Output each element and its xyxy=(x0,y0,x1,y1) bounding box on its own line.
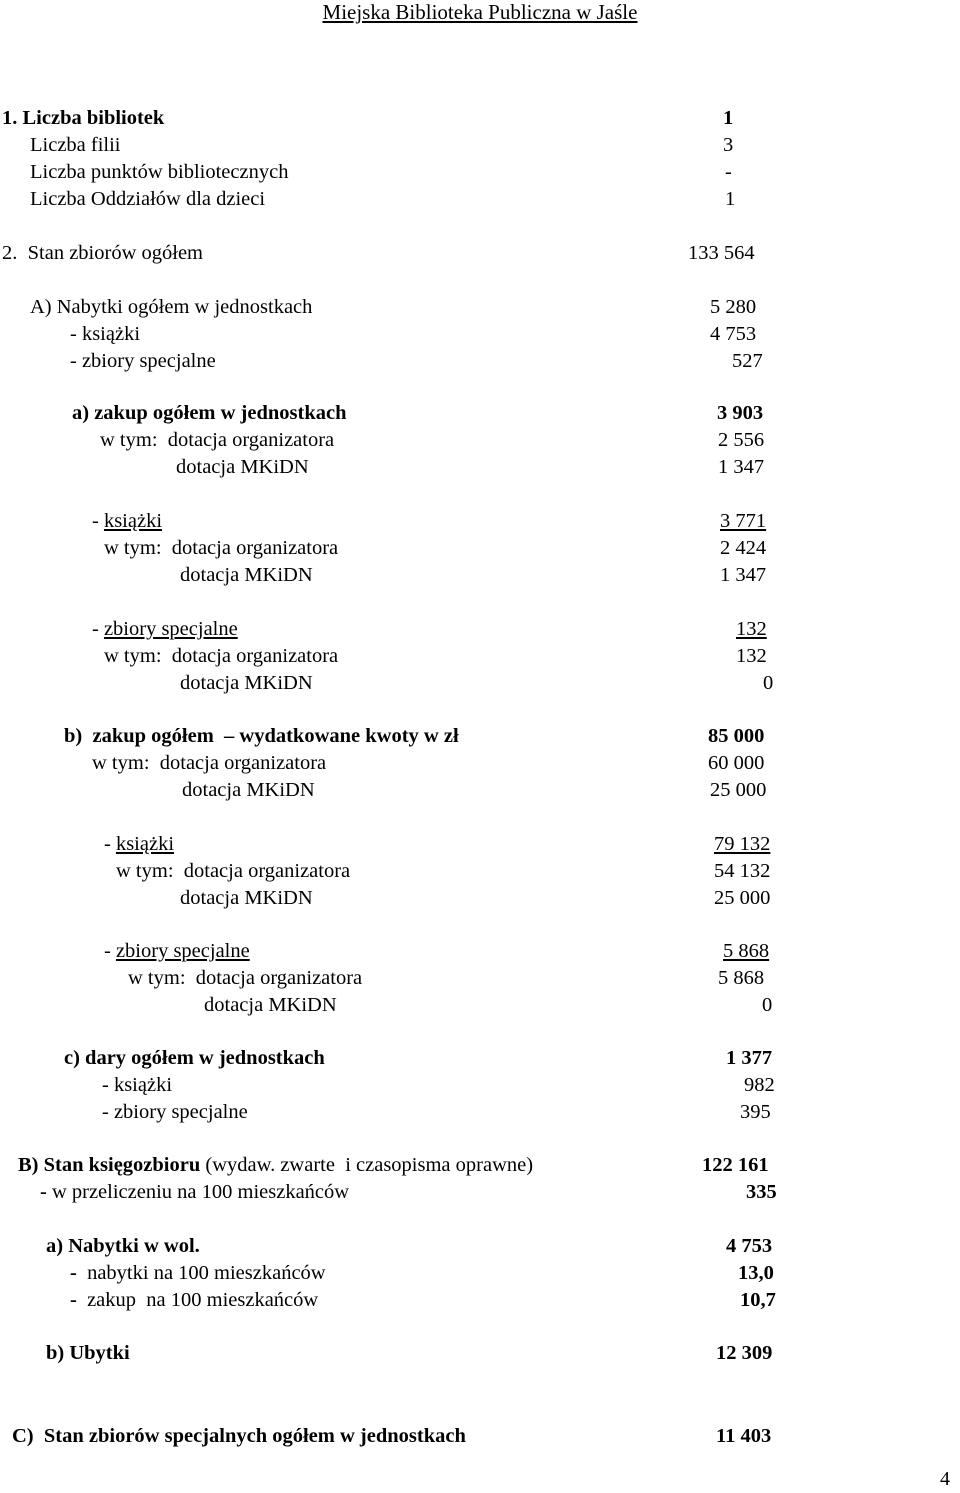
row-label-text: w tym: dotacja organizatora xyxy=(100,429,335,451)
bullet-dash: - xyxy=(104,940,116,962)
row-label xyxy=(2,106,164,130)
row-label-text: A) Nabytki ogółem w jednostkach xyxy=(30,296,313,318)
row-label-text: w tym: dotacja organizatora xyxy=(104,537,339,559)
row-label-text: C) Stan zbiorów specjalnych ogółem w jednostkach xyxy=(12,1425,466,1447)
row-label xyxy=(70,322,140,346)
row-value: 2 424 xyxy=(720,537,767,559)
page-title: Miejska Biblioteka Publiczna w Jaśle xyxy=(322,0,638,24)
row-label xyxy=(70,349,216,373)
row-label xyxy=(30,160,288,184)
row-label xyxy=(104,832,174,856)
row-label-text: a) zakup ogółem w jednostkach xyxy=(72,402,347,424)
row-label-text: - xyxy=(40,1181,47,1203)
row-label-text: - zbiory specjalne xyxy=(102,1101,248,1123)
row-label xyxy=(46,1341,130,1365)
row-label-text: 2. Stan zbiorów ogółem xyxy=(2,242,203,264)
row-label-text: dotacja MKiDN xyxy=(176,456,309,478)
row-value: 132 xyxy=(736,618,767,640)
row-label-extra: zakup na 100 mieszkańców xyxy=(76,1289,319,1311)
row-label xyxy=(116,859,350,883)
row-label xyxy=(104,939,250,963)
row-label xyxy=(176,455,309,479)
row-label-extra: w przeliczeniu na 100 mieszkańców xyxy=(46,1181,350,1203)
row-label xyxy=(180,886,313,910)
row-label-text: c) dary ogółem w jednostkach xyxy=(64,1047,325,1069)
row-label-text: Liczba punktów bibliotecznych xyxy=(30,161,289,183)
row-label xyxy=(180,563,313,587)
row-value: 3 771 xyxy=(720,510,767,532)
row-label xyxy=(30,187,265,211)
row-value: 132 xyxy=(736,645,767,667)
row-label xyxy=(180,671,313,695)
row-value: 1 xyxy=(725,188,736,210)
row-value: 4 753 xyxy=(726,1235,773,1257)
row-value: 12 309 xyxy=(716,1342,773,1364)
row-label-text: B) Stan księgozbioru xyxy=(18,1154,201,1176)
row-value: 1 347 xyxy=(720,564,767,586)
row-value: 25 000 xyxy=(714,887,771,909)
row-label xyxy=(64,724,459,748)
row-label-text: Liczba filii xyxy=(30,134,121,156)
row-label-text: dotacja MKiDN xyxy=(180,887,313,909)
row-label xyxy=(70,1261,326,1285)
row-value: 3 903 xyxy=(717,402,764,424)
row-value: 1 377 xyxy=(726,1047,773,1069)
row-label xyxy=(70,1288,318,1312)
row-value: 335 xyxy=(746,1181,777,1203)
row-value: 1 347 xyxy=(718,456,765,478)
row-label xyxy=(100,428,334,452)
row-value: 79 132 xyxy=(714,833,771,855)
row-label-text: dotacja MKiDN xyxy=(180,564,313,586)
bullet-dash: - xyxy=(104,833,116,855)
row-label xyxy=(182,778,315,802)
row-label-text: a) Nabytki w wol. xyxy=(46,1235,200,1257)
row-value: 1 xyxy=(723,107,734,129)
row-value: 4 753 xyxy=(710,323,757,345)
row-label xyxy=(30,295,312,319)
row-label xyxy=(204,993,337,1017)
row-value: 11 403 xyxy=(716,1425,772,1447)
row-label-text: - książki xyxy=(70,323,141,345)
row-label xyxy=(102,1073,172,1097)
row-value: 85 000 xyxy=(708,725,765,747)
row-value: 122 161 xyxy=(702,1154,769,1176)
row-label-text: - xyxy=(70,1289,77,1311)
row-value: 0 xyxy=(763,672,774,694)
row-label xyxy=(72,401,347,425)
row-value: 3 xyxy=(723,134,734,156)
row-label-text: Liczba Oddziałów dla dzieci xyxy=(30,188,266,210)
row-value: 0 xyxy=(762,994,773,1016)
row-label-extra: (wydaw. zwarte i czasopisma oprawne) xyxy=(200,1154,534,1176)
row-label-text: w tym: dotacja organizatora xyxy=(116,860,351,882)
row-value: 5 868 xyxy=(718,967,765,989)
row-label-text: dotacja MKiDN xyxy=(204,994,337,1016)
row-value: 5 868 xyxy=(723,940,770,962)
row-label-text: dotacja MKiDN xyxy=(182,779,315,801)
row-label xyxy=(128,966,362,990)
row-value: 527 xyxy=(732,350,763,372)
row-label-text: b) Ubytki xyxy=(46,1342,130,1364)
row-value: 2 556 xyxy=(718,429,765,451)
row-value: 25 000 xyxy=(710,779,767,801)
row-label-extra: nabytki na 100 mieszkańców xyxy=(76,1262,326,1284)
row-value: 10,7 xyxy=(740,1289,776,1311)
row-value: 60 000 xyxy=(708,752,765,774)
row-label xyxy=(2,241,203,265)
row-value: - xyxy=(725,161,732,183)
row-label xyxy=(92,617,238,641)
row-label xyxy=(30,133,121,157)
row-label-text: b) zakup ogółem – wydatkowane kwoty w zł xyxy=(64,725,459,747)
row-value: 395 xyxy=(740,1101,771,1123)
row-value: 982 xyxy=(744,1074,775,1096)
row-label-text: zbiory specjalne xyxy=(103,618,238,640)
row-label-text: książki xyxy=(103,510,163,532)
row-label xyxy=(104,536,338,560)
row-label xyxy=(104,644,338,668)
row-label xyxy=(92,509,162,533)
row-label xyxy=(64,1046,325,1070)
row-label-text: - książki xyxy=(102,1074,173,1096)
row-label xyxy=(18,1153,533,1177)
row-label-text: - zbiory specjalne xyxy=(70,350,216,372)
row-label-text: 1. Liczba bibliotek xyxy=(2,107,165,129)
row-value: 13,0 xyxy=(738,1262,774,1284)
row-label xyxy=(92,751,326,775)
row-label-text: w tym: dotacja organizatora xyxy=(92,752,327,774)
row-label-text: w tym: dotacja organizatora xyxy=(104,645,339,667)
row-label-text: zbiory specjalne xyxy=(115,940,250,962)
page-number: 4 xyxy=(940,1468,950,1490)
bullet-dash: - xyxy=(92,510,104,532)
row-label xyxy=(40,1180,349,1204)
row-label xyxy=(12,1424,466,1448)
row-label-text: dotacja MKiDN xyxy=(180,672,313,694)
row-label xyxy=(102,1100,248,1124)
row-value: 5 280 xyxy=(710,296,757,318)
row-value: 133 564 xyxy=(688,242,755,264)
row-value: 54 132 xyxy=(714,860,771,882)
row-label-text: - xyxy=(70,1262,77,1284)
row-label xyxy=(46,1234,200,1258)
row-label-text: w tym: dotacja organizatora xyxy=(128,967,363,989)
document-header xyxy=(0,0,960,25)
row-label-text: książki xyxy=(115,833,175,855)
bullet-dash: - xyxy=(92,618,104,640)
